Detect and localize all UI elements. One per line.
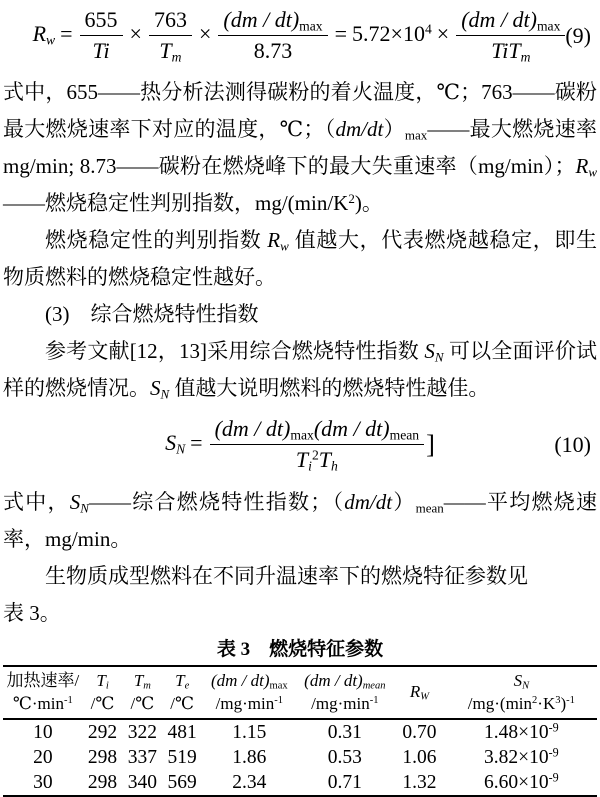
eq10-lhs-sub: N [176, 441, 186, 457]
text-run: 表 3。 [3, 600, 61, 625]
fraction-denominator: TiT$_m$ [491, 38, 531, 65]
cell-rw: 1.32 [402, 771, 437, 793]
rw-symbol: R [575, 153, 589, 178]
col-header-tm: $T_m$ /℃ [130, 670, 155, 713]
section-heading-3 [3, 296, 597, 333]
col-header-heating-rate: 加热速率/ $℃\cdot\min^{-1}$ [6, 670, 80, 713]
eq9-lhs-sub: w [46, 32, 56, 48]
text-run: ） [383, 116, 405, 141]
cell-te: 569 [167, 771, 197, 793]
cell-dmdt-mean: 0.31 [327, 721, 362, 743]
cell-heating-rate: 30 [33, 771, 53, 793]
fraction-denominator: $T_i^2T_h$ [295, 447, 338, 474]
cell-tm: 322 [127, 721, 157, 743]
text-run: 生物质成型燃料在不同升温速率下的燃烧特征参数见 [45, 563, 528, 588]
fraction-denominator: 8.73 [253, 38, 293, 64]
fraction-655-ti [80, 7, 123, 65]
equation-10-number: (10) [554, 431, 591, 457]
text-run: ） [392, 489, 416, 514]
paragraph-eq10-definitions [3, 484, 597, 558]
text-run: 可以全面评价试样的燃烧情况。 [3, 338, 597, 400]
paragraph-sn-introduction [3, 333, 597, 407]
equation-9-expression [33, 7, 568, 65]
times-sign: × [129, 20, 142, 46]
table-row [3, 745, 597, 770]
equals-sign: = [190, 429, 203, 455]
cell-sn: $6.60\times 10^{-9}$ [484, 769, 559, 793]
text-run: 值越大说明燃料的燃烧特性越佳。 [169, 375, 490, 400]
cell-dmdt-max: 2.34 [232, 771, 267, 793]
fraction-dmdt-873 [218, 7, 327, 65]
text-run: ——平均燃烧速率，mg/min。 [3, 489, 598, 551]
eq9-coefficient: 5.72×10 [352, 20, 425, 46]
eq9-coefficient-exp: 4 [424, 21, 432, 37]
cell-dmdt-max: 1.86 [232, 746, 267, 768]
closing-bracket: ] [426, 428, 435, 459]
col-header-dmdt-max: $(dm / dt)_{max}$ $/mg\cdot\min^{-1}$ [210, 670, 288, 713]
table-row [3, 719, 597, 745]
rw-subscript: w [588, 164, 597, 180]
text-run: 式中， [3, 489, 70, 514]
fraction-denominator: $T_m$ [159, 38, 182, 65]
col-header-dmdt-mean: $(dm / dt)_{mean}$ $/mg\cdot\min^{-1}$ [304, 670, 386, 713]
fraction-763-tm [149, 7, 192, 65]
section-number: (3) [45, 301, 70, 326]
sn-symbol: S [69, 489, 81, 514]
mean-subscript: mean [415, 499, 444, 515]
equation-9 [3, 7, 597, 65]
eq10-lhs: S [165, 429, 177, 455]
fraction-dmdt-titm [456, 7, 565, 65]
sn-subscript: N [434, 349, 444, 365]
fraction-numerator: 655 [80, 7, 123, 36]
sn-symbol: S [424, 338, 435, 363]
cell-heating-rate: 20 [33, 746, 53, 768]
col-header-sn: $S_N$ $/mg\cdot(\min^2\cdot K^3)^{-1}$ [467, 670, 575, 713]
paragraph-table3-leadin [3, 558, 597, 632]
text-run: 参考文献[12，13]采用综合燃烧特性指数 [45, 338, 425, 363]
dmdt-symbol: dm/dt [335, 116, 384, 141]
rw-subscript: w [280, 238, 289, 254]
cell-heating-rate: 10 [33, 721, 53, 743]
cell-ti: 298 [87, 771, 118, 793]
col-header-te: $T_e$ /℃ [170, 670, 195, 713]
sn-subscript: N [80, 499, 89, 515]
equation-10-expression [165, 416, 435, 474]
text-run: 燃烧稳定性的判别指数 [45, 227, 268, 252]
cell-dmdt-max: 1.15 [232, 721, 267, 743]
equals-sign: = [60, 20, 73, 46]
cell-rw: 0.70 [402, 721, 437, 743]
rw-symbol: R [267, 227, 281, 252]
cell-dmdt-mean: 0.53 [327, 746, 362, 768]
equation-9-number: (9) [565, 22, 591, 48]
equation-10 [3, 416, 597, 474]
fraction-sn [210, 416, 425, 474]
fraction-numerator: $(dm / dt)_{max}$ [218, 7, 327, 36]
table3-header [3, 666, 597, 719]
fraction-numerator: $(dm / dt)_{max}(dm / dt)_{mean}$ [210, 416, 425, 445]
fraction-numerator: $(dm / dt)_{max}$ [456, 7, 565, 36]
text-run: 式中，655——热分析法测得碳粉的着火温度，℃；763——碳粉最大燃烧速率下对应的温度，℃；（ [3, 79, 597, 141]
paragraph-rw-interpretation [3, 222, 597, 296]
table-row [3, 770, 597, 796]
cell-rw: 1.06 [402, 746, 437, 768]
times-sign: × [198, 20, 212, 46]
cell-dmdt-mean: 0.71 [327, 771, 362, 793]
max-subscript: max [404, 127, 428, 143]
paragraph-eq9-definitions [3, 74, 597, 222]
table3-title: 表 3 燃烧特征参数 [216, 638, 384, 660]
squared-exponent: 2 [348, 190, 355, 206]
cell-te: 519 [167, 746, 197, 768]
fraction-numerator: 763 [149, 7, 192, 36]
cell-te: 481 [167, 721, 197, 743]
text-run: ——最大燃烧速率 mg/min; 8.73——碳粉在燃烧峰下的最大失重速率（mg/min）； [3, 116, 597, 178]
cell-sn: $1.48\times 10^{-9}$ [484, 719, 559, 743]
sn-symbol: S [150, 375, 161, 400]
text-run: )。 [354, 190, 383, 215]
cell-tm: 340 [127, 771, 157, 793]
table3-header-row [3, 666, 597, 719]
cell-ti: 298 [87, 746, 118, 768]
fraction-denominator: Ti [92, 38, 110, 64]
table3-body [3, 719, 597, 796]
text-run: 值越大，代表燃烧越稳定，即生物质燃料的燃烧稳定性越好。 [3, 227, 598, 289]
text-run: ——燃烧稳定性判别指数，mg/(min/K [3, 190, 349, 215]
times-sign: × [436, 20, 450, 46]
dmdt-symbol: dm/dt [344, 489, 393, 514]
equals-sign: = [334, 20, 348, 46]
sn-subscript: N [160, 386, 170, 402]
col-header-rw: $R_W$ [409, 682, 429, 703]
cell-sn: $3.82\times 10^{-9}$ [484, 744, 559, 768]
eq9-lhs: R [32, 20, 47, 46]
cell-tm: 337 [127, 746, 157, 768]
section-title: 综合燃烧特性指数 [90, 301, 259, 326]
col-header-ti: $T_i$ /℃ [90, 670, 115, 713]
cell-ti: 292 [87, 721, 118, 743]
text-run: ——综合燃烧特性指数；（ [88, 489, 345, 514]
table3-combustion-parameters [3, 665, 597, 797]
